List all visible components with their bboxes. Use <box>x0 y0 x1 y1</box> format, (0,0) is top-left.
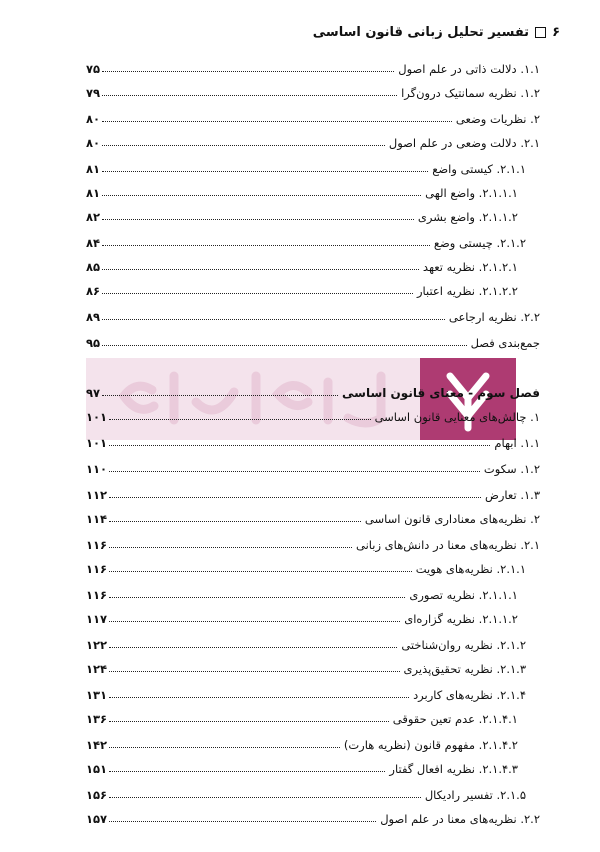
toc-entry-title: ۲.۱.۴.۲. مفهوم قانون (نظریه هارت) <box>343 738 518 752</box>
toc-entry-page-number: ۸۰ <box>86 136 101 150</box>
toc-dot-leader <box>109 444 490 446</box>
toc-dot-leader <box>102 120 452 122</box>
toc-entry-page-number: ۷۹ <box>86 86 101 100</box>
toc-entry <box>86 654 540 676</box>
toc-dot-leader <box>109 746 340 748</box>
toc-entry-page-number: ۱۲۲ <box>86 638 108 652</box>
toc-dot-leader <box>109 670 399 672</box>
toc-dot-leader <box>109 418 371 420</box>
toc-entry <box>86 402 540 424</box>
toc-entry-page-number: ۸۲ <box>86 210 101 224</box>
toc-entry <box>86 704 540 726</box>
toc-entry <box>86 754 540 776</box>
toc-entry-title: ۲.۱.۱. نظریه‌های هویت <box>415 562 526 576</box>
toc-entry-page-number: ۱۱۶ <box>86 588 108 602</box>
toc-entry-title: فصل سوم - معنای قانون اساسی <box>342 386 540 400</box>
toc-entry-page-number: ۱۳۶ <box>86 712 108 726</box>
toc-entry-title: ۲.۱.۳. نظریه تحقیق‌پذیری <box>403 662 526 676</box>
toc-entry-title: ۲.۱. نظریه‌های معنا در دانش‌های زبانی <box>355 538 540 552</box>
toc-entry <box>86 178 540 200</box>
toc-entry-title: ۲.۲. نظریه ارجاعی <box>448 310 540 324</box>
toc-entry <box>86 128 540 150</box>
toc-dot-leader <box>102 94 397 96</box>
toc-entry-title: ۲.۱.۱.۲. نظریه گزاره‌ای <box>404 612 518 626</box>
toc-entry-page-number: ۹۵ <box>86 336 101 350</box>
toc-entry-title: ۱. چالش‌های معنایی قانون اساسی <box>374 410 540 424</box>
toc-dot-leader <box>102 318 445 320</box>
toc-entry <box>86 504 540 526</box>
toc-entry <box>86 604 540 626</box>
toc-entry-title: ۲.۱.۲.۱. نظریه تعهد <box>422 260 518 274</box>
toc-entry-title: ۲.۱.۲. چیستی وضع <box>433 236 526 250</box>
toc-entry-page-number: ۸۱ <box>86 186 101 200</box>
toc-entry-page-number: ۱۲۴ <box>86 662 108 676</box>
toc-entry <box>86 78 540 100</box>
toc-entry-title: ۱.۱. دلالت ذاتی در علم اصول <box>398 62 540 76</box>
toc-dot-leader <box>109 546 352 548</box>
toc-entry <box>86 530 540 552</box>
toc-entry <box>86 730 540 752</box>
toc-entry <box>86 276 540 298</box>
toc-entry <box>86 54 540 76</box>
toc-entry-page-number: ۸۱ <box>86 162 101 176</box>
toc-entry <box>86 680 540 702</box>
toc-dot-leader <box>102 70 394 72</box>
toc-entry-title: ۲.۱. دلالت وضعی در علم اصول <box>388 136 540 150</box>
toc-entry-title: ۲.۱.۱.۱. نظریه تصوری <box>409 588 518 602</box>
toc-entry-title: ۲. نظریات وضعی <box>455 112 540 126</box>
toc-entry-page-number: ۱۵۱ <box>86 762 108 776</box>
toc-dot-leader <box>109 796 421 798</box>
toc-dot-leader <box>109 520 361 522</box>
toc-dot-leader <box>102 344 467 346</box>
toc-dot-leader <box>109 696 409 698</box>
toc-dot-leader <box>109 720 389 722</box>
toc-dot-leader <box>102 244 430 246</box>
toc-entry-page-number: ۱۵۶ <box>86 788 108 802</box>
toc-entry-title: ۱.۱. ابهام <box>494 436 540 450</box>
toc-entry-page-number: ۱۳۱ <box>86 688 108 702</box>
toc-dot-leader <box>102 170 428 172</box>
toc-dot-leader <box>109 470 480 472</box>
toc-entry-title: ۲.۱.۴.۱. عدم تعین حقوقی <box>392 712 518 726</box>
toc-entry-page-number: ۹۷ <box>86 386 101 400</box>
toc-entry-page-number: ۸۴ <box>86 236 101 250</box>
toc-dot-leader <box>109 770 385 772</box>
toc-entry <box>86 630 540 652</box>
toc-dot-leader <box>109 646 397 648</box>
toc-entry-page-number: ۱۰۱ <box>86 436 108 450</box>
toc-entry-page-number: ۱۱۶ <box>86 562 108 576</box>
toc-entry-page-number: ۸۵ <box>86 260 101 274</box>
toc-entry-title: ۲.۱.۲. نظریه روان‌شناختی <box>401 638 526 652</box>
toc-entry <box>86 104 540 126</box>
toc-dot-leader <box>109 596 405 598</box>
toc-entry-title: ۲.۱.۲.۲. نظریه اعتبار <box>416 284 518 298</box>
toc-entry-title: ۱.۲. سکوت <box>483 462 540 476</box>
toc-entry <box>86 302 540 324</box>
toc-entry <box>86 202 540 224</box>
toc-entry-page-number: ۱۱۲ <box>86 488 108 502</box>
toc-entry-title: ۱.۲. نظریه سمانتیک درون‌گرا <box>401 86 540 100</box>
toc-dot-leader <box>109 496 481 498</box>
toc-entry-page-number: ۸۶ <box>86 284 101 298</box>
toc-entry-title: جمع‌بندی فصل <box>470 336 540 350</box>
toc-entry-title: ۲.۱.۱.۲. واضع بشری <box>417 210 518 224</box>
toc-entry-page-number: ۱۰۱ <box>86 410 108 424</box>
toc-entry-page-number: ۱۱۶ <box>86 538 108 552</box>
toc-dot-leader <box>109 570 412 572</box>
toc-entry-title: ۲.۱.۴. نظریه‌های کاربرد <box>413 688 526 702</box>
toc-entry <box>86 228 540 250</box>
toc-dot-leader <box>102 268 419 270</box>
toc-entry-page-number: ۱۱۷ <box>86 612 108 626</box>
toc-dot-leader <box>102 144 385 146</box>
toc-entry-page-number: ۸۹ <box>86 310 101 324</box>
toc-dot-leader <box>102 218 414 220</box>
toc-entry <box>86 804 540 826</box>
toc-entry-page-number: ۱۴۲ <box>86 738 108 752</box>
toc-dot-leader <box>102 394 338 396</box>
toc-entry-title: ۲.۱.۵. تفسیر رادیکال <box>424 788 526 802</box>
toc-entry <box>86 252 540 274</box>
toc-entry-page-number: ۱۱۴ <box>86 512 108 526</box>
toc-entry-title: ۲.۱.۱.۱. واضع الهی <box>425 186 518 200</box>
toc-entry <box>86 154 540 176</box>
square-bullet-icon <box>535 27 546 38</box>
header-book-title: تفسیر تحلیل زبانی قانون اساسی <box>312 24 530 40</box>
toc-dot-leader <box>109 820 376 822</box>
toc-entry-page-number: ۱۵۷ <box>86 812 108 826</box>
toc-entry <box>86 428 540 450</box>
toc-entry <box>86 378 540 400</box>
toc-entry-title: ۱.۳. تعارض <box>484 488 540 502</box>
toc-dot-leader <box>102 194 421 196</box>
toc-entry <box>86 454 540 476</box>
toc-dot-leader <box>109 620 400 622</box>
toc-entry <box>86 480 540 502</box>
header-page-number: ۶ <box>552 24 560 40</box>
toc-entry-title: ۲.۲. نظریه‌های معنا در علم اصول <box>380 812 540 826</box>
toc-entry-title: ۲.۱.۴.۳. نظریه افعال گفتار <box>389 762 518 776</box>
toc-dot-leader <box>102 292 413 294</box>
toc-entry-title: ۲. نظریه‌های معناداری قانون اساسی <box>364 512 540 526</box>
toc-entry <box>86 580 540 602</box>
toc-entry <box>86 554 540 576</box>
toc-entry-page-number: ۷۵ <box>86 62 101 76</box>
toc-entry <box>86 328 540 350</box>
toc-entry-title: ۲.۱.۱. کیستی واضع <box>432 162 526 176</box>
toc-entry <box>86 780 540 802</box>
toc-entry-page-number: ۸۰ <box>86 112 101 126</box>
page-header <box>40 20 560 44</box>
toc-entry-page-number: ۱۱۰ <box>86 462 108 476</box>
